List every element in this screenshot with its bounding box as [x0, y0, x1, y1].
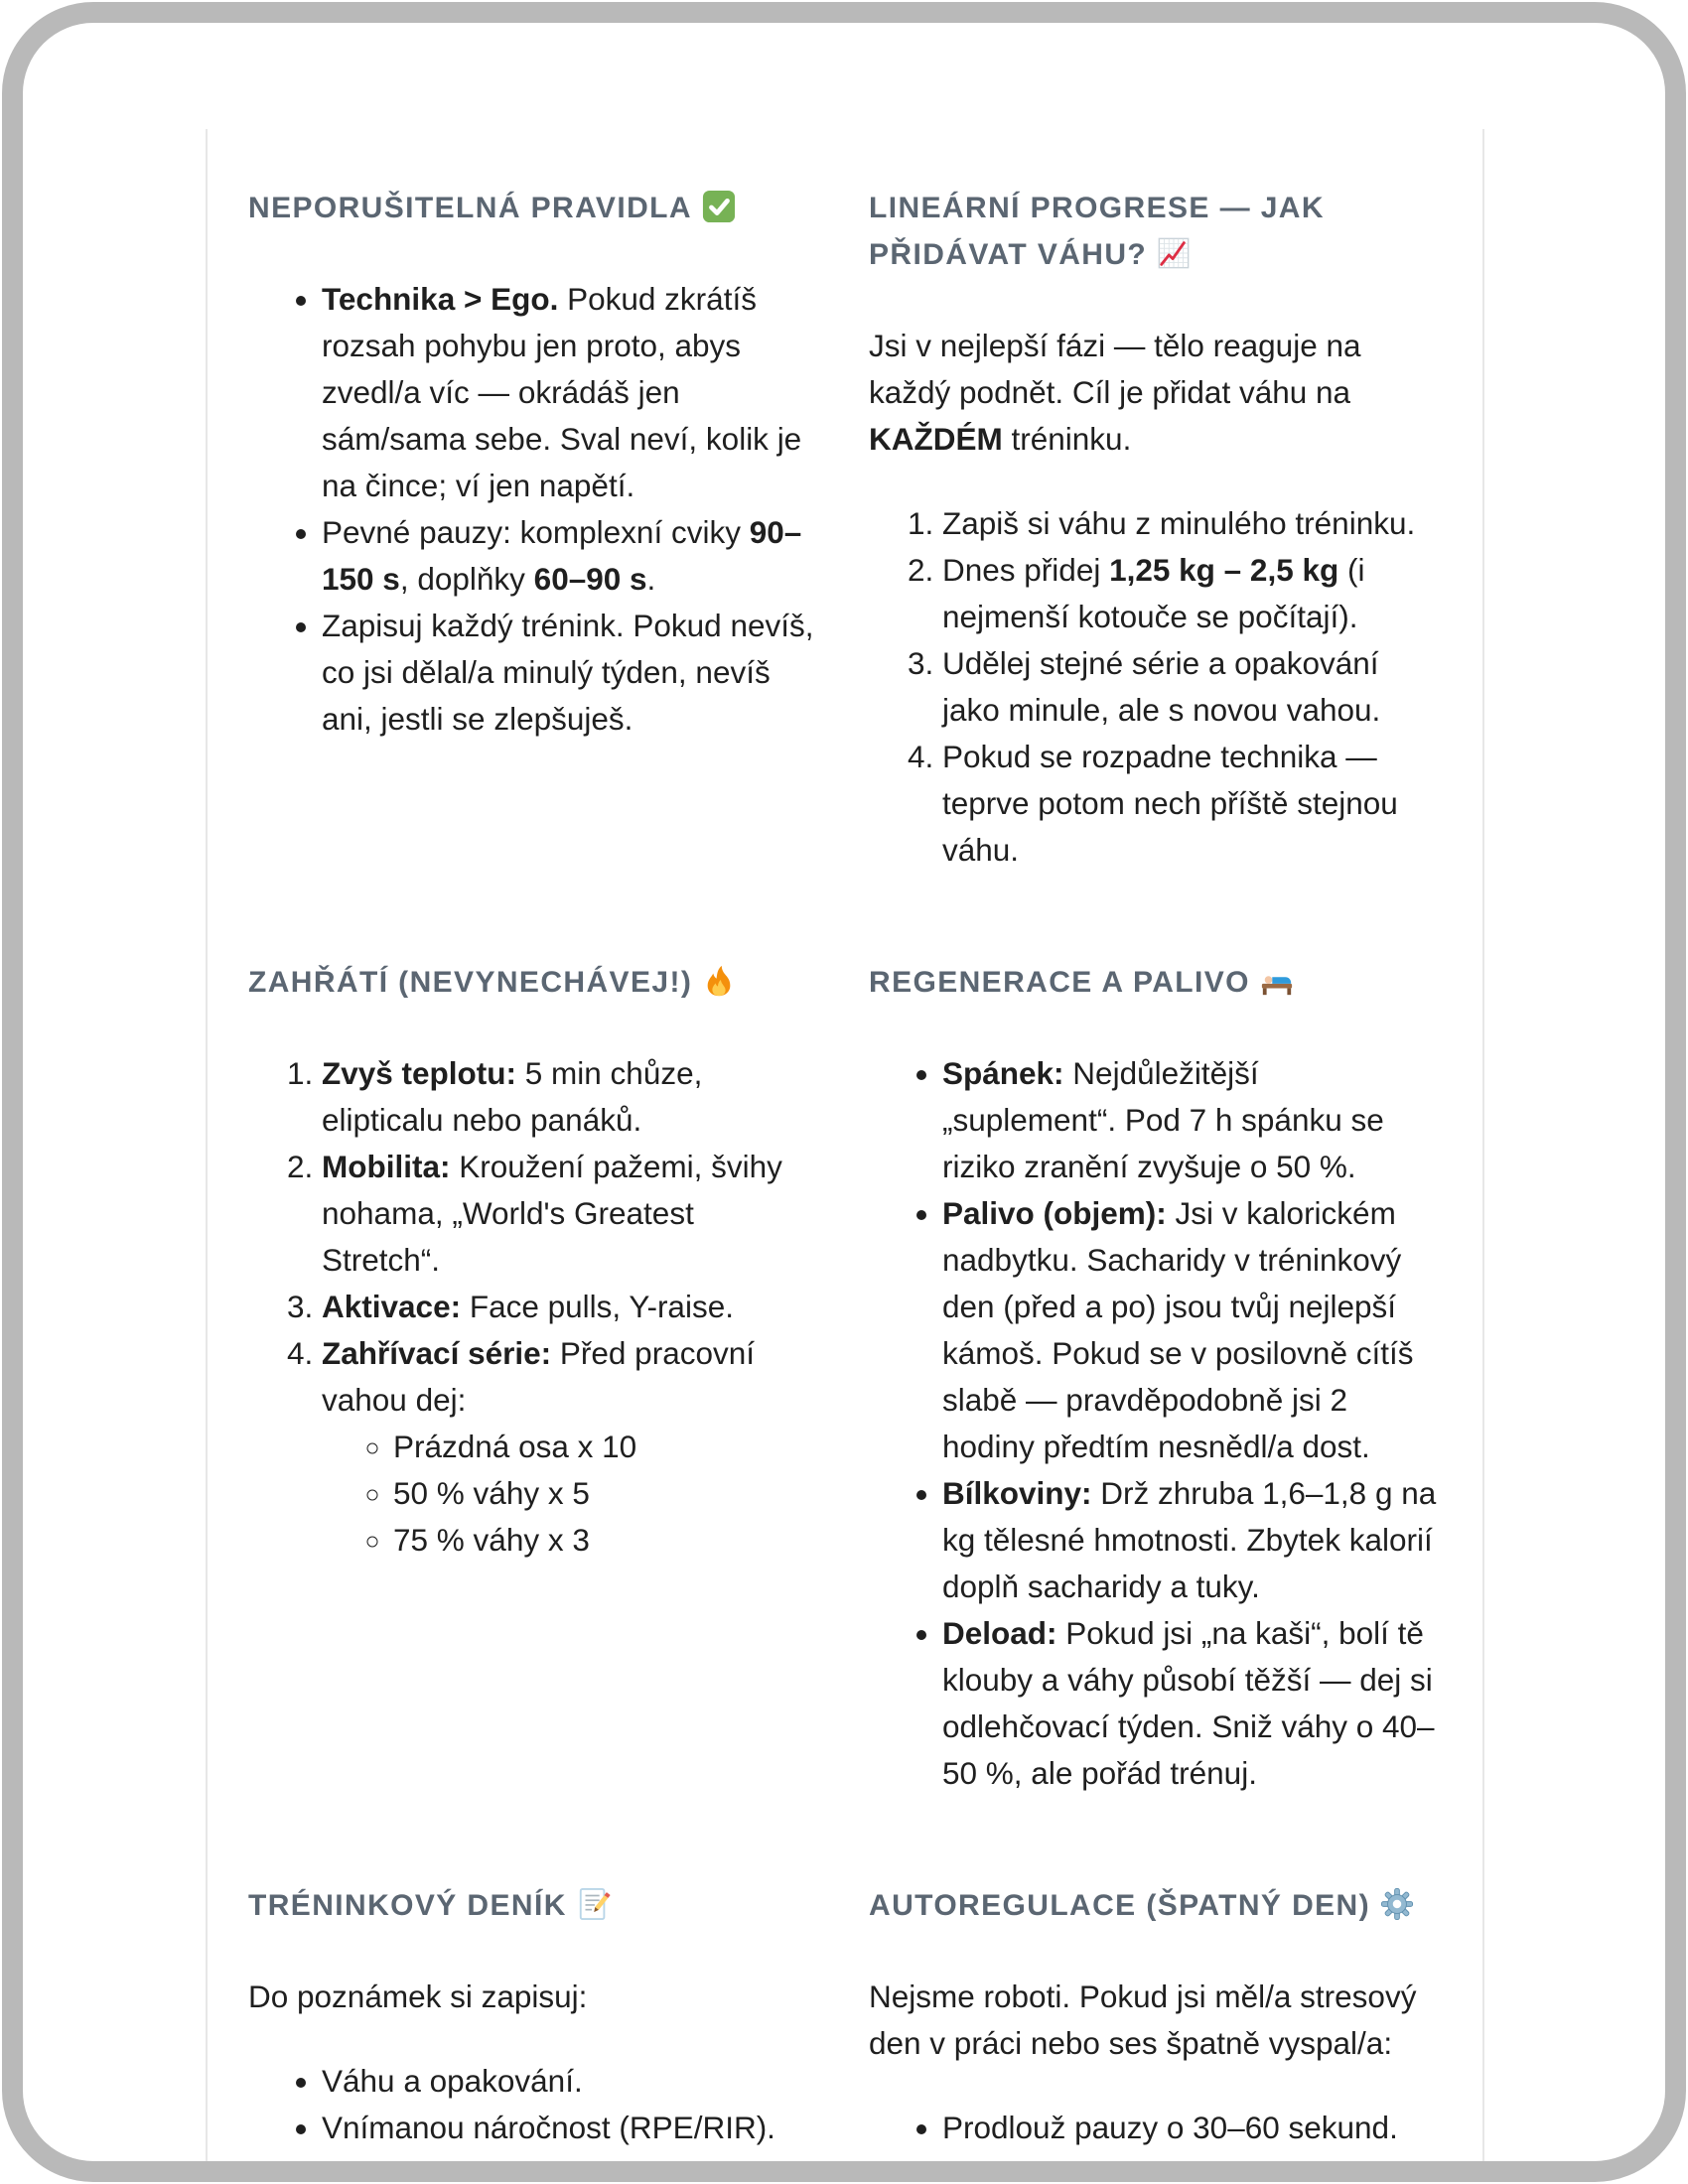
text-run: Mobilita: [322, 1149, 451, 1184]
section-warmup [248, 959, 819, 1797]
list-item [942, 1190, 1440, 1470]
section-title: AUTOREGULACE (ŠPATNÝ DEN) [869, 1889, 1371, 1922]
text-run: 75 % váhy x 3 [393, 1522, 590, 1558]
check-mark-emoji [702, 190, 736, 236]
text-run: Pokud se rozpadne technika — teprve potom nech příště stejnou váhu. [942, 739, 1398, 868]
text-run: 5 min chůze, elipticalu nebo panáků. [322, 1055, 703, 1138]
fire-emoji [702, 964, 736, 1011]
text-run: 50 % váhy x 5 [393, 1475, 590, 1511]
list-item [322, 1284, 819, 1330]
text-run: (i nejmenší kotouče se počítají). [942, 552, 1365, 634]
text-run: , doplňky [399, 561, 534, 597]
list-item [942, 1610, 1440, 1797]
section-intro [869, 1974, 1440, 2067]
section-title: ZAHŘÁTÍ (NEVYNECHÁVEJ!) [248, 966, 693, 999]
warmup-sets-sublist [322, 1424, 819, 1564]
text-run: Drž zhruba 1,6–1,8 g na kg tělesné hmotnosti. Zbytek kalorií doplň sacharidy a tuky. [942, 1475, 1437, 1604]
text-run: Jsi v kalorickém nadbytku. Sacharidy v tréninkový den (před a po) jsou tvůj nejlepší kámoš. Pokud se v posilovně cítíš slabě — pravděpodobně jsi 2 hodiny předtím nesnědl/a dost. [942, 1195, 1414, 1464]
text-run: Dnes přidej [942, 552, 1110, 588]
text-run: Palivo (objem): [942, 1195, 1167, 1231]
text-run: Jsi v nejlepší fázi — tělo reaguje na každý podnět. Cíl je přidat váhu na [869, 328, 1361, 410]
chart-increasing-emoji [1157, 236, 1191, 283]
text-run: Spánek: [942, 1055, 1064, 1091]
text-run: Technika > Ego. [322, 281, 559, 317]
text-run: Zvyš teplotu: [322, 1055, 517, 1091]
section-heading [248, 959, 819, 1011]
list-item [322, 1144, 819, 1284]
section-intro [869, 323, 1440, 463]
section-heading [869, 185, 1440, 283]
gear-emoji [1380, 1887, 1414, 1934]
text-run: Deload: [942, 1615, 1057, 1651]
memo-emoji [577, 1887, 611, 1934]
section-heading [869, 959, 1440, 1011]
text-run: Nejsme roboti. Pokud jsi měl/a stresový den v práci nebo ses špatně vyspal/a: [869, 1979, 1417, 2061]
list-item [393, 1424, 819, 1470]
text-run: 90–150 s [322, 514, 802, 597]
text-run: Do poznámek si zapisuj: [248, 1979, 588, 2014]
numbered-list [869, 500, 1440, 874]
text-run: 1,25 kg – 2,5 kg [1109, 552, 1339, 588]
section-title: REGENERACE A PALIVO [869, 966, 1250, 999]
section-heading [869, 1882, 1440, 1934]
list-item [393, 1517, 819, 1564]
list-item [322, 603, 819, 743]
bullet-list [869, 1050, 1440, 1797]
text-run: Face pulls, Y-raise. [461, 1289, 734, 1324]
list-item [942, 547, 1440, 640]
section-title: NEPORUŠITELNÁ PRAVIDLA [248, 192, 692, 224]
section-autoregulation [869, 1882, 1440, 2151]
list-item [322, 2105, 819, 2151]
section-heading [248, 1882, 819, 1934]
section-recovery [869, 959, 1440, 1797]
list-item [393, 1470, 819, 1517]
text-run: Zapisuj každý trénink. Pokud nevíš, co jsi dělal/a minulý týden, nevíš ani, jestli se zlepšuješ. [322, 608, 814, 737]
bullet-list [248, 2058, 819, 2151]
text-run: 60–90 s [533, 561, 647, 597]
bed-emoji [1260, 964, 1294, 1011]
text-run: Vnímanou náročnost (RPE/RIR). [322, 2110, 775, 2145]
text-run: Pevné pauzy: komplexní cviky [322, 514, 750, 550]
text-run: Bílkoviny: [942, 1475, 1092, 1511]
list-item [322, 276, 819, 509]
bullet-list [869, 2105, 1440, 2151]
list-item [322, 509, 819, 603]
section-rules [248, 185, 819, 874]
list-item [942, 1470, 1440, 1610]
text-run: . [646, 561, 656, 597]
text-run: tréninku. [1002, 421, 1132, 457]
list-item [942, 734, 1440, 874]
list-item [322, 1050, 819, 1144]
text-run: Před pracovní vahou dej: [322, 1335, 755, 1418]
text-run: Zapiš si váhu z minulého tréninku. [942, 505, 1416, 541]
section-journal [248, 1882, 819, 2151]
list-item [942, 2105, 1440, 2151]
text-run: Prázdná osa x 10 [393, 1429, 637, 1464]
text-run: Kroužení pažemi, švihy nohama, „World's Greatest Stretch“. [322, 1149, 782, 1278]
text-run: Nejdůležitější „suplement“. Pod 7 h spánku se riziko zranění zvyšuje o 50 %. [942, 1055, 1384, 1184]
text-run: KAŽDÉM [869, 421, 1003, 457]
two-column-content [248, 185, 1440, 2151]
section-heading [248, 185, 819, 236]
bullet-list [248, 276, 819, 743]
section-title: TRÉNINKOVÝ DENÍK [248, 1889, 567, 1922]
list-item [322, 1330, 819, 1564]
numbered-list [248, 1050, 819, 1564]
section-progress [869, 185, 1440, 874]
list-item [942, 1050, 1440, 1190]
list-item [322, 2058, 819, 2105]
section-title: LINEÁRNÍ PROGRESE — JAK PŘIDÁVAT VÁHU? [869, 192, 1325, 271]
text-run: Pokud jsi „na kaši“, bolí tě klouby a váhy působí těžší — dej si odlehčovací týden. Sniž váhy o 40–50 %, ale pořád trénuj. [942, 1615, 1435, 1791]
text-run: Aktivace: [322, 1289, 462, 1324]
list-item [942, 640, 1440, 734]
section-intro [248, 1974, 819, 2020]
list-item [942, 500, 1440, 547]
text-run: Pokud zkrátíš rozsah pohybu jen proto, abys zvedl/a víc — okrádáš jen sám/sama sebe. Sval neví, kolik je na čince; ví jen napětí. [322, 281, 802, 503]
text-run: Váhu a opakování. [322, 2063, 583, 2099]
text-run: Udělej stejné série a opakování jako minule, ale s novou vahou. [942, 645, 1381, 728]
text-run: Prodlouž pauzy o 30–60 sekund. [942, 2110, 1398, 2145]
text-run: Zahřívací série: [322, 1335, 552, 1371]
